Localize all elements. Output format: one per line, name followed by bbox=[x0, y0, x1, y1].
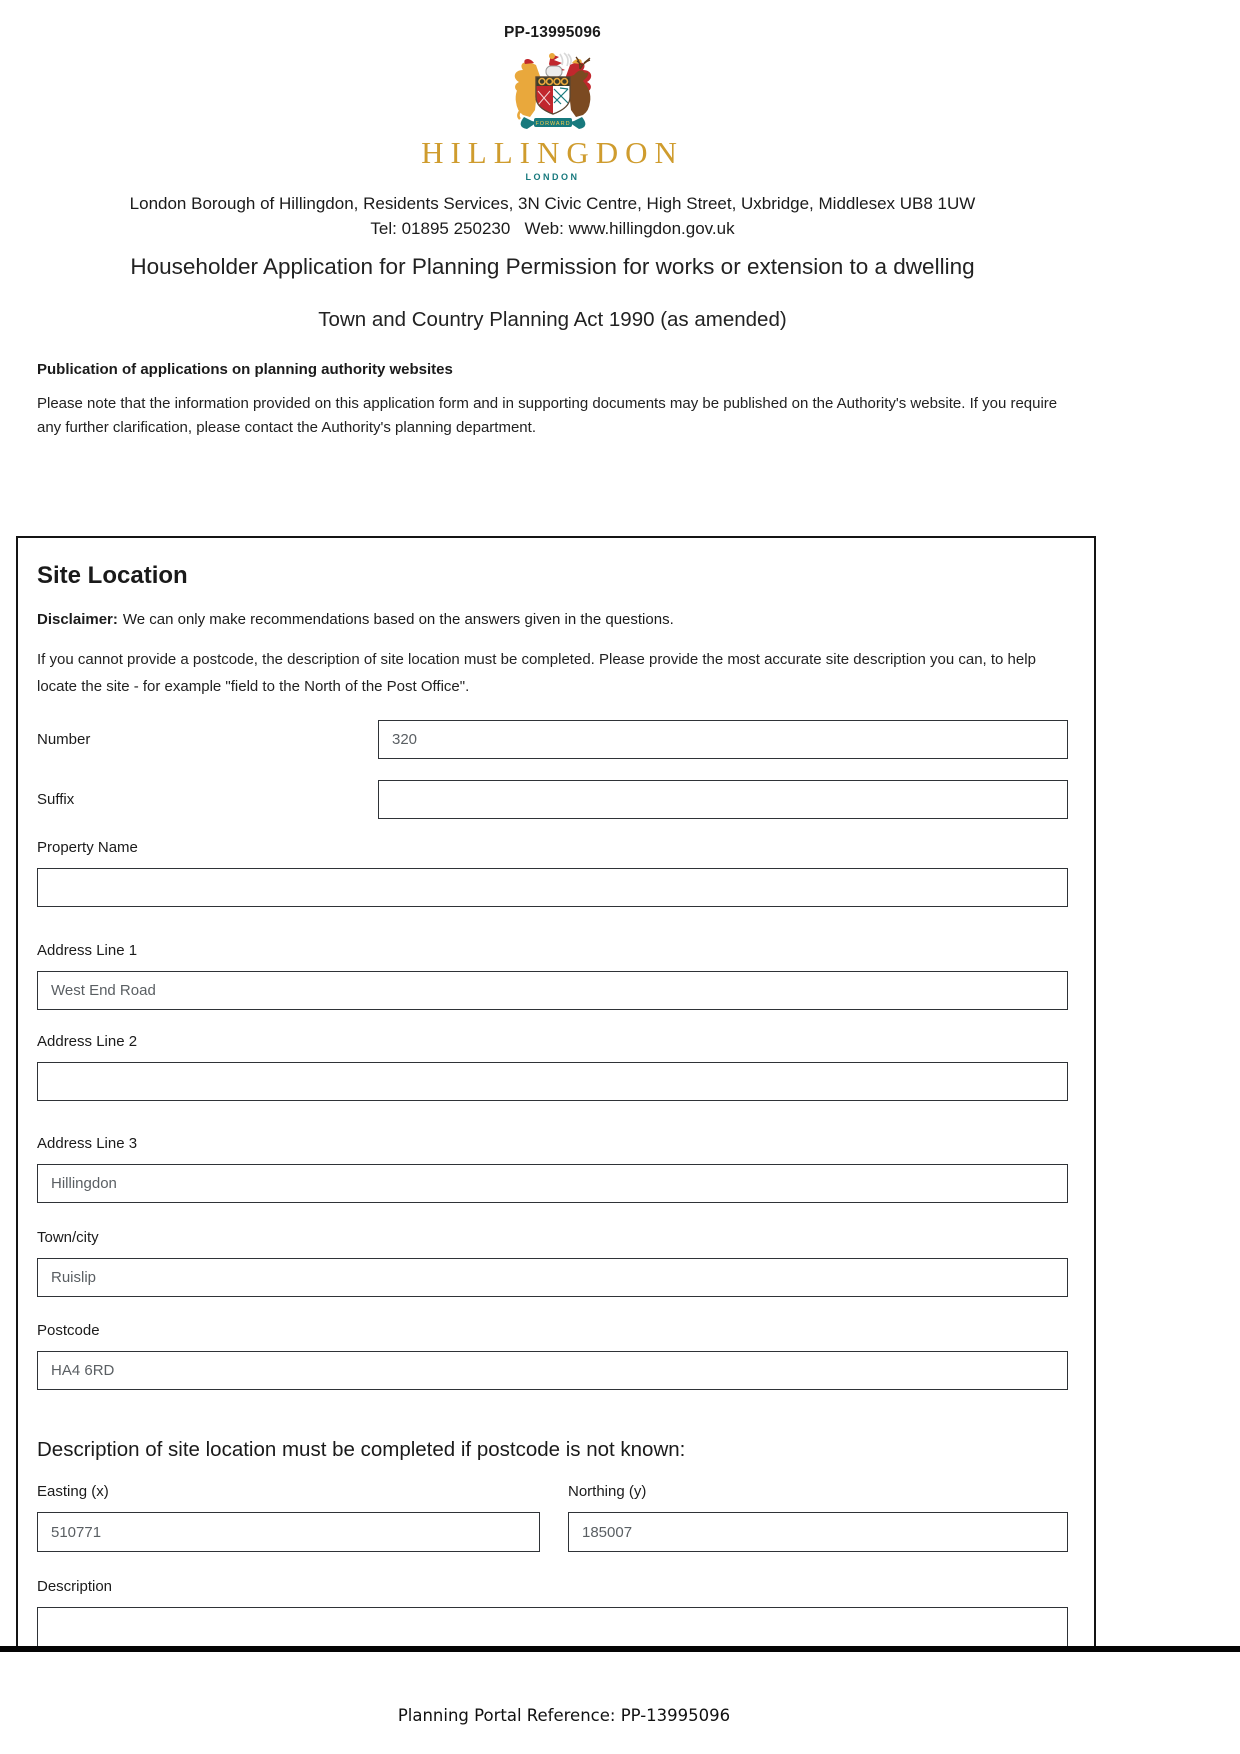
page-break-divider bbox=[0, 1646, 1240, 1652]
northing-field bbox=[568, 1483, 1068, 1552]
description-label: Description bbox=[37, 1578, 113, 1596]
number-row bbox=[37, 720, 1068, 759]
property-name-label: Property Name bbox=[37, 839, 138, 857]
suffix-input[interactable] bbox=[378, 780, 1068, 819]
northing-input[interactable] bbox=[568, 1512, 1068, 1552]
address-line-1-label: Address Line 1 bbox=[37, 942, 138, 960]
planning-portal-reference-footer: Planning Portal Reference: PP-13995096 bbox=[397, 1706, 731, 1725]
suffix-row bbox=[37, 780, 1068, 819]
disclaimer-text: We can only make recommendations based on the answers given in the questions. bbox=[122, 611, 674, 628]
easting-input[interactable] bbox=[37, 1512, 540, 1552]
number-input[interactable] bbox=[378, 720, 1068, 759]
postcode-label: Postcode bbox=[37, 1322, 100, 1340]
easting-label: Easting (x) bbox=[37, 1483, 109, 1501]
authority-contact: Tel: 01895 250230 Web: www.hillingdon.gov.uk bbox=[370, 219, 735, 239]
address-line-1-input[interactable] bbox=[37, 971, 1068, 1010]
description-textarea[interactable] bbox=[37, 1607, 1068, 1650]
town-city-label: Town/city bbox=[37, 1229, 99, 1247]
section-title: Site Location bbox=[37, 562, 188, 589]
coordinates-row bbox=[37, 1483, 1068, 1552]
publication-note: Please note that the information provided on this application form and in supporting documents may be published on the Authority's website. If you require any further clarification, please contact the Authority's planning department. bbox=[37, 395, 1058, 437]
suffix-label: Suffix bbox=[37, 791, 75, 809]
town-city-input[interactable] bbox=[37, 1258, 1068, 1297]
crest-motto: FORWARD bbox=[534, 121, 571, 127]
planning-reference: PP-13995096 bbox=[503, 24, 601, 41]
number-label: Number bbox=[37, 731, 91, 749]
easting-field bbox=[37, 1483, 540, 1552]
disclaimer-label: Disclaimer: bbox=[37, 611, 118, 628]
address-line-3-label: Address Line 3 bbox=[37, 1135, 138, 1153]
logo-subtitle: LONDON bbox=[525, 172, 580, 182]
postcode-intro-text: If you cannot provide a postcode, the description of site location must be completed. Please provide the most accurate site description you can, to help locate the site - for example "field to the North of the Post Office". bbox=[37, 651, 1036, 695]
act-line: Town and Country Planning Act 1990 (as amended) bbox=[318, 308, 787, 332]
address-line-2-input[interactable] bbox=[37, 1062, 1068, 1101]
northing-label: Northing (y) bbox=[568, 1483, 647, 1501]
authority-address: London Borough of Hillingdon, Residents Services, 3N Civic Centre, High Street, Uxbridge, Middlesex UB8 1UW bbox=[129, 194, 976, 213]
logo-wordmark: HILLINGDON bbox=[421, 135, 684, 170]
site-location-section bbox=[16, 536, 1096, 1650]
disclaimer bbox=[37, 611, 1068, 628]
form-title: Householder Application for Planning Permission for works or extension to a dwelling bbox=[130, 254, 975, 280]
address-line-3-input[interactable] bbox=[37, 1164, 1068, 1203]
description-heading: Description of site location must be completed if postcode is not known: bbox=[37, 1438, 686, 1462]
address-line-2-label: Address Line 2 bbox=[37, 1033, 138, 1051]
property-name-input[interactable] bbox=[37, 868, 1068, 907]
postcode-input[interactable] bbox=[37, 1351, 1068, 1390]
hillingdon-coat-of-arms bbox=[37, 51, 1068, 135]
publication-heading: Publication of applications on planning authority websites bbox=[37, 361, 453, 379]
